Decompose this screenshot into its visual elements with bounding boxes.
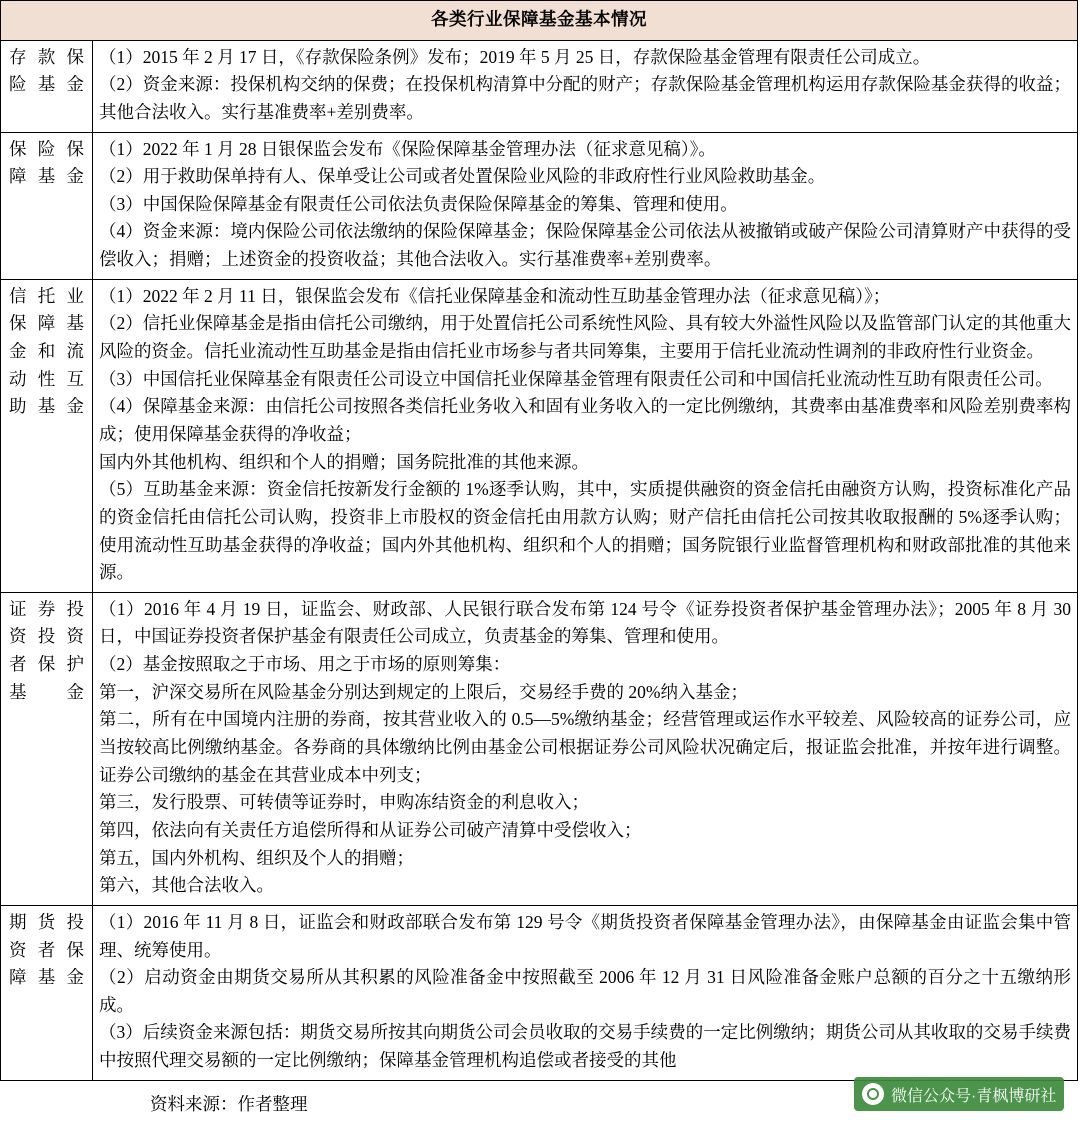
row-content-insurance-security-fund	[93, 132, 1078, 279]
paragraph: （1）2022 年 1 月 28 日银保监会发布《保险保障基金管理办法（征求意见稿）》。	[99, 138, 716, 159]
row-label-securities-investor-protection-fund	[1, 592, 93, 905]
paragraph: （2）用于救助保单持有人、保单受让公司或者处置保险业风险的非政府性行业风险救助基金。	[99, 166, 826, 187]
row-content-deposit-insurance-fund	[93, 40, 1078, 132]
label-line: 保障基	[9, 313, 84, 334]
paragraph: （3）后续资金来源包括：期货交易所按其向期货公司会员收取的交易手续费的一定比例缴纳；期货公司从其收取的交易手续费中按照代理交易额的一定比例缴纳；保障基金管理机构追偿或者接受的其他	[99, 1022, 1071, 1071]
page-title: 各类行业保障基金基本情况	[1, 1, 1078, 41]
source-note: 资料来源：作者整理	[150, 1093, 308, 1114]
row-content-securities-investor-protection-fund	[93, 592, 1078, 905]
paragraph: （1）2022 年 2 月 11 日，银保监会发布《信托业保障基金和流动性互助基金管理办法（征求意见稿）》；	[99, 285, 891, 306]
label-line: 期货投	[9, 911, 84, 932]
label-line: 资投资	[9, 626, 84, 647]
table-row	[1, 40, 1078, 132]
paragraph: （2）资金来源：投保机构交纳的保费；在投保机构清算中分配的财产；存款保险基金管理机构运用存款保险基金获得的收益；其他合法收入。实行基准费率+差别费率。	[99, 74, 1071, 122]
paragraph: （3）中国信托业保障基金有限责任公司设立中国信托业保障基金管理有限责任公司和中国信托业流动性互助有限责任公司。	[99, 368, 1053, 389]
paragraph: 第六，其他合法收入。	[99, 875, 274, 896]
label-line: 者保护	[9, 654, 84, 675]
paragraph: 第二，所有在中国境内注册的券商，按其营业收入的 0.5—5%缴纳基金；经营管理或运作水平较差、风险较高的证券公司，应当按较高比例缴纳基金。各券商的具体缴纳比例由基金公司根据证券公司风险状况确定后，报证监会批准，并按年进行调整。证券公司缴纳的基金在其营业成本中列支；	[99, 709, 1071, 785]
paragraph: （3）中国保险保障基金有限责任公司依法负责保险保障基金的筹集、管理和使用。	[99, 193, 738, 214]
paragraph: （4）资金来源：境内保险公司依法缴纳的保险保障基金；保险保障基金公司依法从被撤销或破产保险公司清算财产中获得的受偿收入；捐赠；上述资金的投资收益；其他合法收入。实行基准费率+差别费率。	[99, 221, 1071, 270]
label-line: 障基金	[9, 967, 84, 988]
row-content-trust-security-fund	[93, 279, 1078, 592]
paragraph: 第五，国内外机构、组织及个人的捐赠；	[99, 847, 414, 868]
paragraph: 第三，发行股票、可转债等证券时，申购冻结资金的利息收入；	[99, 792, 589, 813]
watermark-badge	[854, 1077, 1064, 1111]
label-line: 险基金	[9, 74, 84, 95]
label-line: 证券投	[9, 598, 84, 619]
table-row	[1, 905, 1078, 1080]
row-content-futures-investor-protection-fund	[93, 905, 1078, 1080]
table-row	[1, 279, 1078, 592]
watermark-label: 微信公众号·青枫博研社	[891, 1087, 1057, 1105]
paragraph: （5）互助基金来源：资金信托按新发行金额的 1%逐季认购，其中，实质提供融资的资金信托由融资方认购，投资标准化产品的资金信托由信托公司认购，投资非上市股权的资金信托由用款方认购；财产信托由信托公司按其收取报酬的 5%逐季认购；使用流动性互助基金获得的净收益；国内外其他机构、组织和个人的捐赠；国务院银行业监督管理机构和财政部批准的其他来源。	[99, 479, 1071, 583]
label-line: 资者保	[9, 939, 84, 960]
label-line: 信托业	[9, 285, 84, 306]
row-label-trust-security-fund	[1, 279, 93, 592]
paragraph: 国内外其他机构、组织和个人的捐赠；国务院批准的其他来源。	[99, 451, 589, 472]
label-line: 基金	[9, 681, 84, 702]
paragraph: （1）2016 年 4 月 19 日，证监会、财政部、人民银行联合发布第 124 号令《证券投资者保护基金管理办法》；2005 年 8 月 30 日，中国证券投资者保护基金有限责任公司成立，负责基金的筹集、管理和使用。	[99, 598, 1071, 647]
table-row	[1, 592, 1078, 905]
label-line: 保险保	[9, 138, 84, 159]
watermark-logo-icon	[862, 1083, 884, 1105]
paragraph: 第一，沪深交易所在风险基金分别达到规定的上限后，交易经手费的 20%纳入基金；	[99, 681, 748, 702]
paragraph: （4）保障基金来源：由信托公司按照各类信托业务收入和固有业务收入的一定比例缴纳，其费率由基准费率和风险差别费率构成；使用保障基金获得的净收益；	[99, 396, 1071, 444]
paragraph: （2）基金按照取之于市场、用之于市场的原则筹集：	[99, 654, 511, 675]
label-line: 助基金	[9, 396, 84, 417]
paragraph: （2）信托业保障基金是指由信托公司缴纳，用于处置信托公司系统性风险、具有较大外溢性风险以及监管部门认定的其他重大风险的资金。信托业流动性互助基金是指由信托业市场参与者共同筹集，主要用于信托业流动性调剂的非政府性行业资金。	[99, 313, 1071, 362]
table-row	[1, 132, 1078, 279]
label-line: 金和流	[9, 341, 84, 362]
paragraph: （1）2016 年 11 月 8 日，证监会和财政部联合发布第 129 号令《期货投资者保障基金管理办法》，由保障基金由证监会集中管理、统筹使用。	[99, 911, 1071, 960]
label-line: 动性互	[9, 368, 84, 389]
paragraph: 第四，依法向有关责任方追偿所得和从证券公司破产清算中受偿收入；	[99, 819, 642, 840]
label-line: 障基金	[9, 166, 84, 187]
paragraph: （1）2015 年 2 月 17 日，《存款保险条例》发布；2019 年 5 月 25 日，存款保险基金管理有限责任公司成立。	[99, 46, 931, 67]
row-label-deposit-insurance-fund	[1, 40, 93, 132]
row-label-insurance-security-fund	[1, 132, 93, 279]
label-line: 存款保	[9, 46, 84, 67]
paragraph: （2）启动资金由期货交易所从其积累的风险准备金中按照截至 2006 年 12 月 31 日风险准备金账户总额的百分之十五缴纳形成。	[99, 967, 1071, 1015]
row-label-futures-investor-protection-fund	[1, 905, 93, 1080]
table-title-row	[1, 1, 1078, 41]
